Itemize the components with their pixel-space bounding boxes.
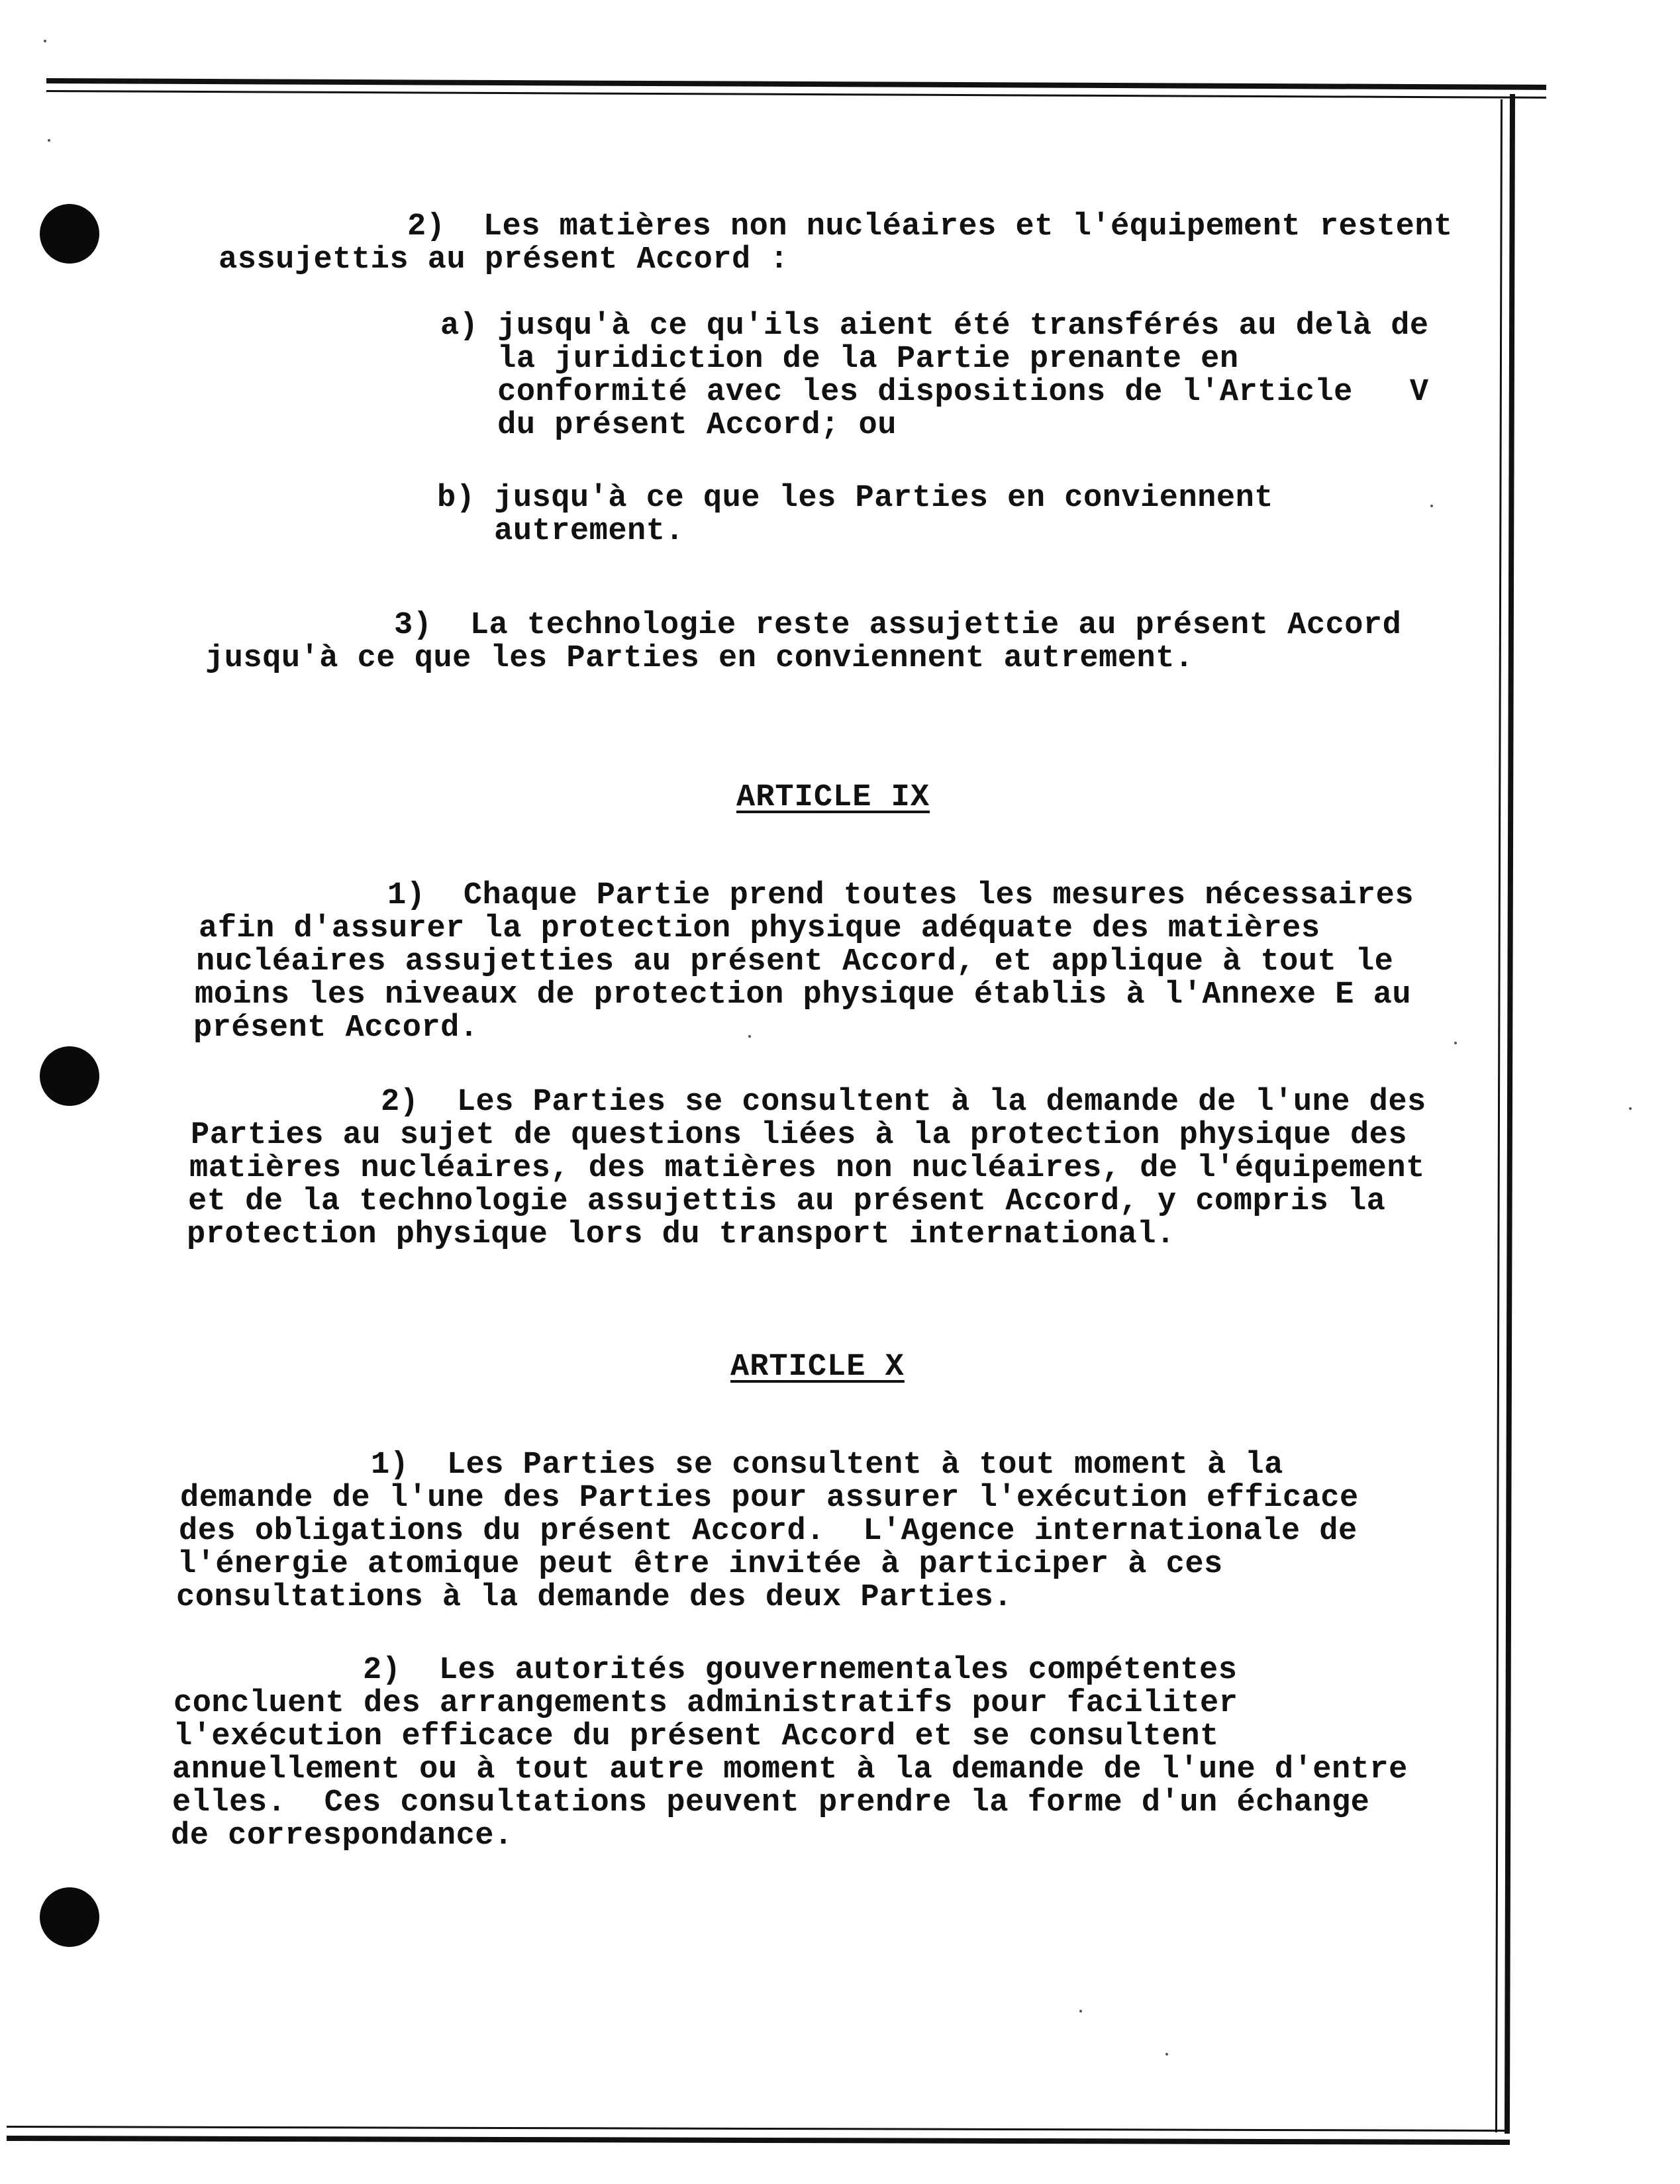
punch-hole-top — [40, 204, 99, 264]
para-8-2-line-1: 2) Les matières non nucléaires et l'équipement restent — [407, 209, 1453, 244]
para-10-2-line-5: elles. Ces consultations peuvent prendre la forme d'un échange — [172, 1785, 1370, 1820]
top-border-thin-rule — [46, 90, 1546, 99]
item-a-line-4: du présent Accord; ou — [440, 408, 897, 443]
para-10-1-line-3: des obligations du présent Accord. L'Agence internationale de — [179, 1514, 1358, 1549]
para-10-2-line-1: 2) Les autorités gouvernementales compétentes — [363, 1653, 1238, 1688]
right-border-thin-rule — [1495, 99, 1503, 2132]
bottom-border-rule — [7, 2136, 1510, 2145]
para-9-1-line-3: nucléaires assujetties au présent Accord, et applique à tout le — [196, 944, 1394, 979]
para-8-3-line-1: 3) La technologie reste assujettie au présent Accord — [394, 608, 1402, 643]
item-b-line-2: autrement. — [437, 514, 685, 549]
item-b-line-1: b) jusqu'à ce que les Parties en conviennent — [437, 481, 1274, 516]
para-9-1-line-1: 1) Chaque Partie prend toutes les mesures nécessaires — [387, 878, 1414, 913]
para-8-3-line-2: jusqu'à ce que les Parties en conviennent autrement. — [205, 641, 1194, 676]
scan-speck — [48, 139, 50, 142]
right-border-rule — [1505, 94, 1515, 2134]
article-10-heading: ARTICLE X — [730, 1350, 905, 1385]
para-10-2-line-3: l'exécution efficace du présent Accord et se consultent — [173, 1719, 1219, 1754]
scan-speck — [1079, 2010, 1082, 2012]
top-border-rule — [46, 78, 1546, 90]
item-a-line-2: la juridiction de la Partie prenante en — [440, 342, 1239, 377]
scan-speck — [44, 40, 46, 42]
para-9-1-line-5: présent Accord. — [193, 1011, 479, 1046]
scan-speck — [1165, 2053, 1168, 2056]
para-9-2-line-3: matières nucléaires, des matières non nucléaires, de l'équipement — [189, 1151, 1425, 1186]
para-9-2-line-4: et de la technologie assujettis au présent Accord, y compris la — [188, 1184, 1386, 1219]
para-10-1-line-4: l'énergie atomique peut être invitée à participer à ces — [177, 1547, 1223, 1582]
punch-hole-bottom — [40, 1887, 99, 1947]
item-a-line-1: a) jusqu'à ce qu'ils aient été transférés au delà de — [440, 309, 1429, 344]
item-a-line-3: conformité avec les dispositions de l'Article V — [440, 375, 1429, 410]
para-9-2-line-2: Parties au sujet de questions liées à la protection physique des — [191, 1118, 1408, 1153]
para-10-2-line-4: annuellement ou à tout autre moment à la demande de l'une d'entre — [172, 1752, 1408, 1787]
scan-speck — [1454, 1042, 1457, 1044]
bottom-border-thin-rule — [7, 2126, 1510, 2132]
scan-speck — [1629, 1107, 1632, 1110]
scan-speck — [748, 1035, 751, 1038]
scan-speck — [1430, 505, 1433, 507]
para-10-1-line-1: 1) Les Parties se consultent à tout moment à la — [371, 1448, 1283, 1483]
para-10-2-line-2: concluent des arrangements administratifs pour faciliter — [173, 1686, 1238, 1721]
para-9-1-line-2: afin d'assurer la protection physique adéquate des matières — [199, 911, 1320, 946]
para-8-2-line-2: assujettis au présent Accord : — [219, 242, 789, 277]
para-9-1-line-4: moins les niveaux de protection physique établis à l'Annexe E au — [195, 977, 1412, 1013]
para-10-1-line-2: demande de l'une des Parties pour assurer l'exécution efficace — [180, 1481, 1359, 1516]
punch-hole-middle — [40, 1046, 99, 1106]
para-10-2-line-6: de correspondance. — [171, 1818, 513, 1854]
para-9-2-line-5: protection physique lors du transport international. — [187, 1217, 1175, 1252]
para-10-1-line-5: consultations à la demande des deux Parties. — [176, 1580, 1013, 1615]
article-9-heading: ARTICLE IX — [736, 780, 930, 815]
para-9-2-line-1: 2) Les Parties se consultent à la demande de l'une des — [381, 1085, 1426, 1120]
